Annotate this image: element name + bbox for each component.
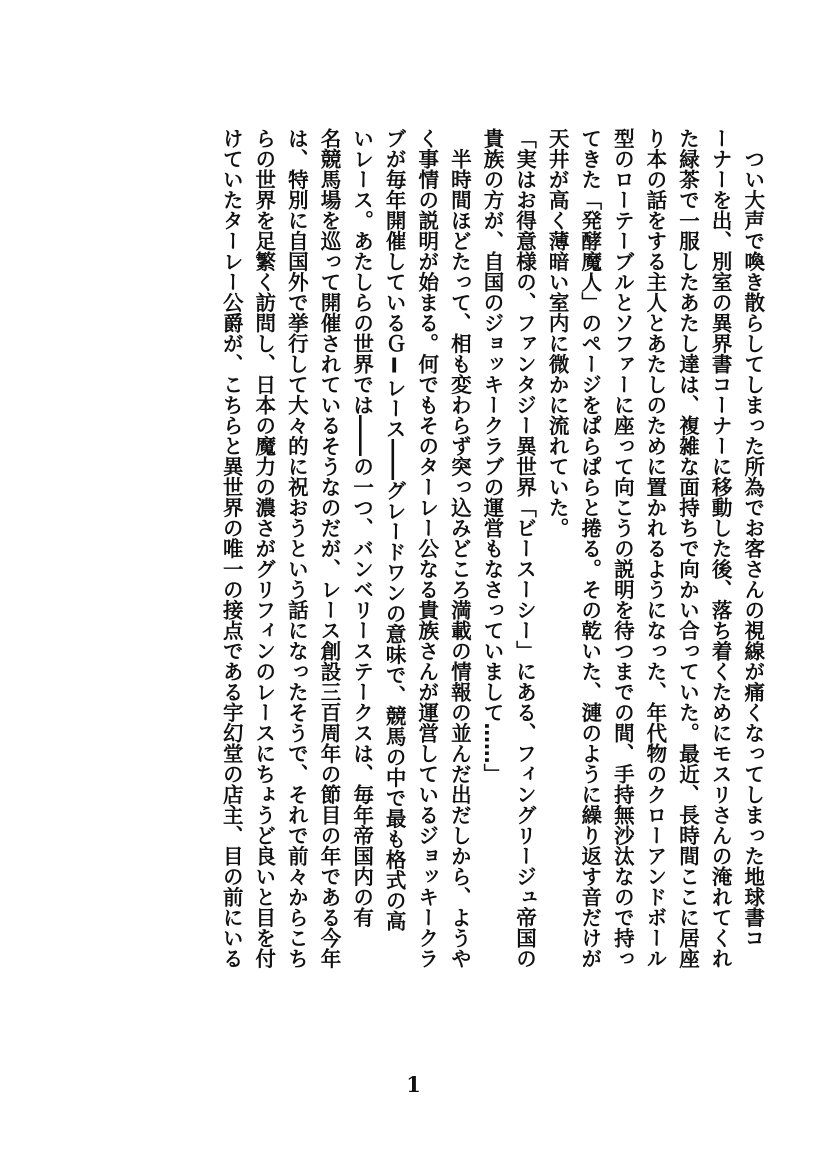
text-line-9: 貴族の方が、自国のジョッキークラブの運営もなさっていまして……」 bbox=[479, 128, 504, 784]
page-number: 1 bbox=[406, 1072, 421, 1097]
text-line-3: た緑茶で一服したあたし達は、複雑な面持ちで向かい合っていた。最近、長時間ここに居座 bbox=[675, 128, 700, 969]
text-line-6: てきた「発酵魔人」のページをぱらぱらと捲る。その乾いた、漣のように繰り返す音だけが bbox=[577, 128, 602, 969]
vertical-text-block bbox=[215, 128, 769, 1083]
text-line-14: 名競馬場を巡って開催されているそうなのだが、レース創設三百周年の節目の年である今年 bbox=[316, 128, 341, 969]
text-line-7: 天井が高く薄暗い室内に微かに流れていた。 bbox=[545, 128, 570, 538]
text-line-5: 型のローテーブルとソファーに座って向こうの説明を待つまでの間、手持無沙汰なので持っ bbox=[610, 128, 635, 969]
text-line-2: ーナーを出、別室の異界書コーナーに移動した後、落ち着くためにモスリさんの淹れてくれ bbox=[708, 128, 733, 969]
text-line-10: 半時間ほどたって、相も変わらず突っ込みどころ満載の情報の並んだ出だしから、ようや bbox=[447, 128, 472, 969]
text-line-16: らの世界を足繁く訪問し、日本の魔力の濃さがグリフィンのレースにちょうど良いと目を付 bbox=[251, 128, 276, 969]
text-line-17: けていたターレー公爵が、こちらと異世界の唯一の接点である宇幻堂の店主、目の前にいる bbox=[219, 128, 244, 969]
text-line-8: 「実はお得意様の、ファンタジー異世界「ビースーシー」にある、フィングリージュ帝国の bbox=[512, 128, 537, 969]
text-line-4: り本の話をする主人とあたしのために置かれるようになった、年代物のクローアンドボール bbox=[642, 128, 667, 969]
text-line-12: ブが毎年開催しているＧⅠレース――グレードワンの意味で、競馬の中で最も格式の高 bbox=[382, 128, 407, 931]
text-line-13: いレース。あたしらの世界では――の一つ、バンベリーステークスは、毎年帝国内の有 bbox=[349, 128, 374, 928]
text-line-1: つい大声で喚き散らしてしまった所為でお客さんの視線が痛くなってしまった地球書コ bbox=[740, 128, 765, 948]
text-line-15: は、特別に自国外で挙行して大々的に祝おうという話になったそうで、それで前々からこち bbox=[284, 128, 309, 969]
text-line-11: く事情の説明が始まる。何でもそのターレー公なる貴族さんが運営しているジョッキークラ bbox=[414, 128, 439, 969]
